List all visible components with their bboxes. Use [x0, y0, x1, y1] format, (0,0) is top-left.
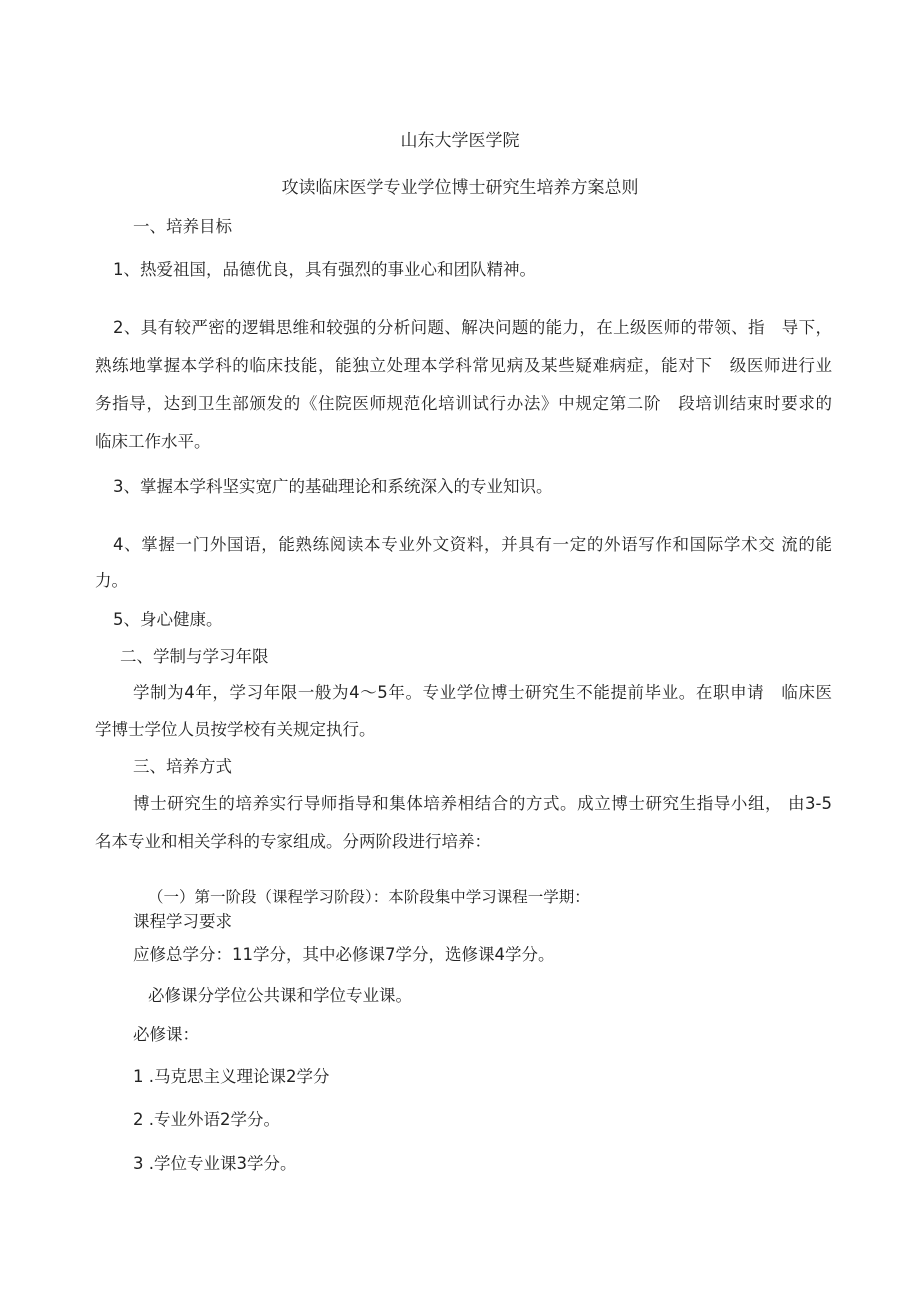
paragraph: 3、掌握本学科坚实宽广的基础理论和系统深入的专业知识。	[113, 477, 553, 496]
document-title: 山东大学医学院	[400, 131, 520, 151]
paragraph-line: 4、掌握一门外国语，能熟练阅读本专业外文资料，并具有一定的外语写作和国际学术交 流的能	[113, 535, 832, 554]
paragraph: 必修课分学位公共课和学位专业课。	[148, 986, 412, 1005]
paragraph-line: 名本专业和相关学科的专家组成。分两阶段进行培养：	[95, 832, 491, 851]
course-item: 3 .学位专业课3学分。	[133, 1154, 297, 1173]
paragraph: 5、身心健康。	[113, 610, 223, 629]
paragraph-line: 熟练地掌握本学科的临床技能，能独立处理本学科常见病及某些疑难病症，能对下 级医师进行业	[95, 356, 832, 375]
paragraph-line: 力。	[95, 571, 128, 590]
subheading: 课程学习要求	[133, 912, 232, 931]
paragraph-line: 学博士学位人员按学校有关规定执行。	[95, 720, 376, 739]
paragraph-line: 2、具有较严密的逻辑思维和较强的分析问题、解决问题的能力，在上级医师的带领、指 导下，	[113, 318, 832, 337]
paragraph-line: 临床工作水平。	[95, 432, 211, 451]
paragraph-line: 务指导，达到卫生部颁发的《住院医师规范化培训试行办法》中规定第二阶 段培训结束时要求的	[95, 394, 832, 413]
course-item: 1 .马克思主义理论课2学分	[133, 1067, 330, 1086]
section-heading: 一、培养目标	[133, 217, 232, 236]
paragraph: 应修总学分：11学分，其中必修课7学分，选修课4学分。	[133, 945, 555, 964]
paragraph-line: 博士研究生的培养实行导师指导和集体培养相结合的方式。成立博士研究生指导小组， 由3-5	[133, 794, 832, 813]
course-item: 2 .专业外语2学分。	[133, 1110, 280, 1129]
document-subtitle: 攻读临床医学专业学位博士研究生培养方案总则	[281, 178, 639, 198]
section-heading: 三、培养方式	[133, 757, 232, 776]
paragraph-line: 学制为4年，学习年限一般为4〜5年。专业学位博士研究生不能提前毕业。在职申请 临床医	[133, 683, 832, 702]
section-heading: 二、学制与学习年限	[120, 647, 269, 666]
stage-heading: （一）第一阶段（课程学习阶段）：本阶段集中学习课程一学期：	[148, 888, 590, 906]
paragraph: 必修课：	[133, 1025, 199, 1044]
paragraph: 1、热爱祖国，品德优良，具有强烈的事业心和团队精神。	[113, 260, 536, 279]
